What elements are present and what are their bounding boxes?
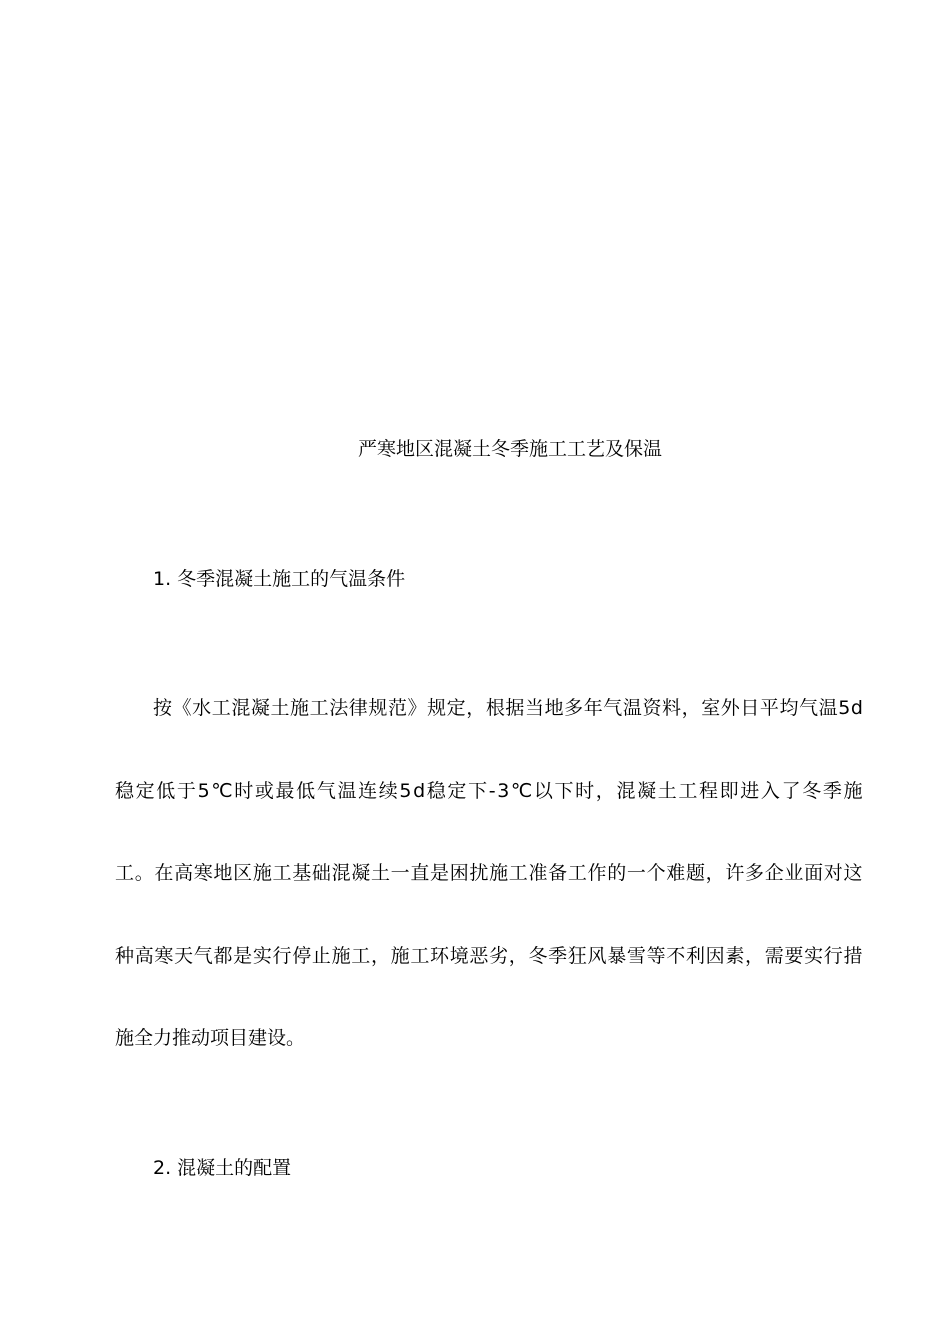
paragraph-line-1: 按 《 水 工 混 凝 土 施 工 法 律 规 范 》 规 定 ， 根 据 当 地 多 年 气 温 资 料 ， 室 外 日 平 均 气 温 5 d bbox=[153, 697, 863, 719]
paragraph-line-3: 工 。 在 高 寒 地 区 施 工 基 础 混 凝 土 一 直 是 困 扰 施 工 准 备 工 作 的 一 个 难 题 ， 许 多 企 业 面 对 这 bbox=[115, 862, 863, 884]
paragraph-line-2: 稳 定 低 于 5 ℃ 时 或 最 低 气 温 连 续 5 d 稳 定 下 - 3 ℃ 以 下 时 ， 混 凝 土 工 程 即 进 入 了 冬 季 施 bbox=[115, 779, 863, 802]
section-1-paragraph bbox=[115, 690, 863, 1103]
paragraph-line-4: 种 高 寒 天 气 都 是 实 行 停 止 施 工 ， 施 工 环 境 恶 劣 ， 冬 季 狂 风 暴 雪 等 不 利 因 素 ， 需 要 实 行 措 bbox=[115, 944, 863, 967]
document-title: 严寒地区混凝土冬季施工工艺及保温 bbox=[358, 438, 663, 460]
section-1-heading: 1. 冬季混凝土施工的气温条件 bbox=[153, 568, 406, 590]
paragraph-line-5: 施全力推动项目建设。 bbox=[115, 1027, 306, 1049]
section-2-heading: 2. 混凝土的配置 bbox=[153, 1157, 292, 1179]
